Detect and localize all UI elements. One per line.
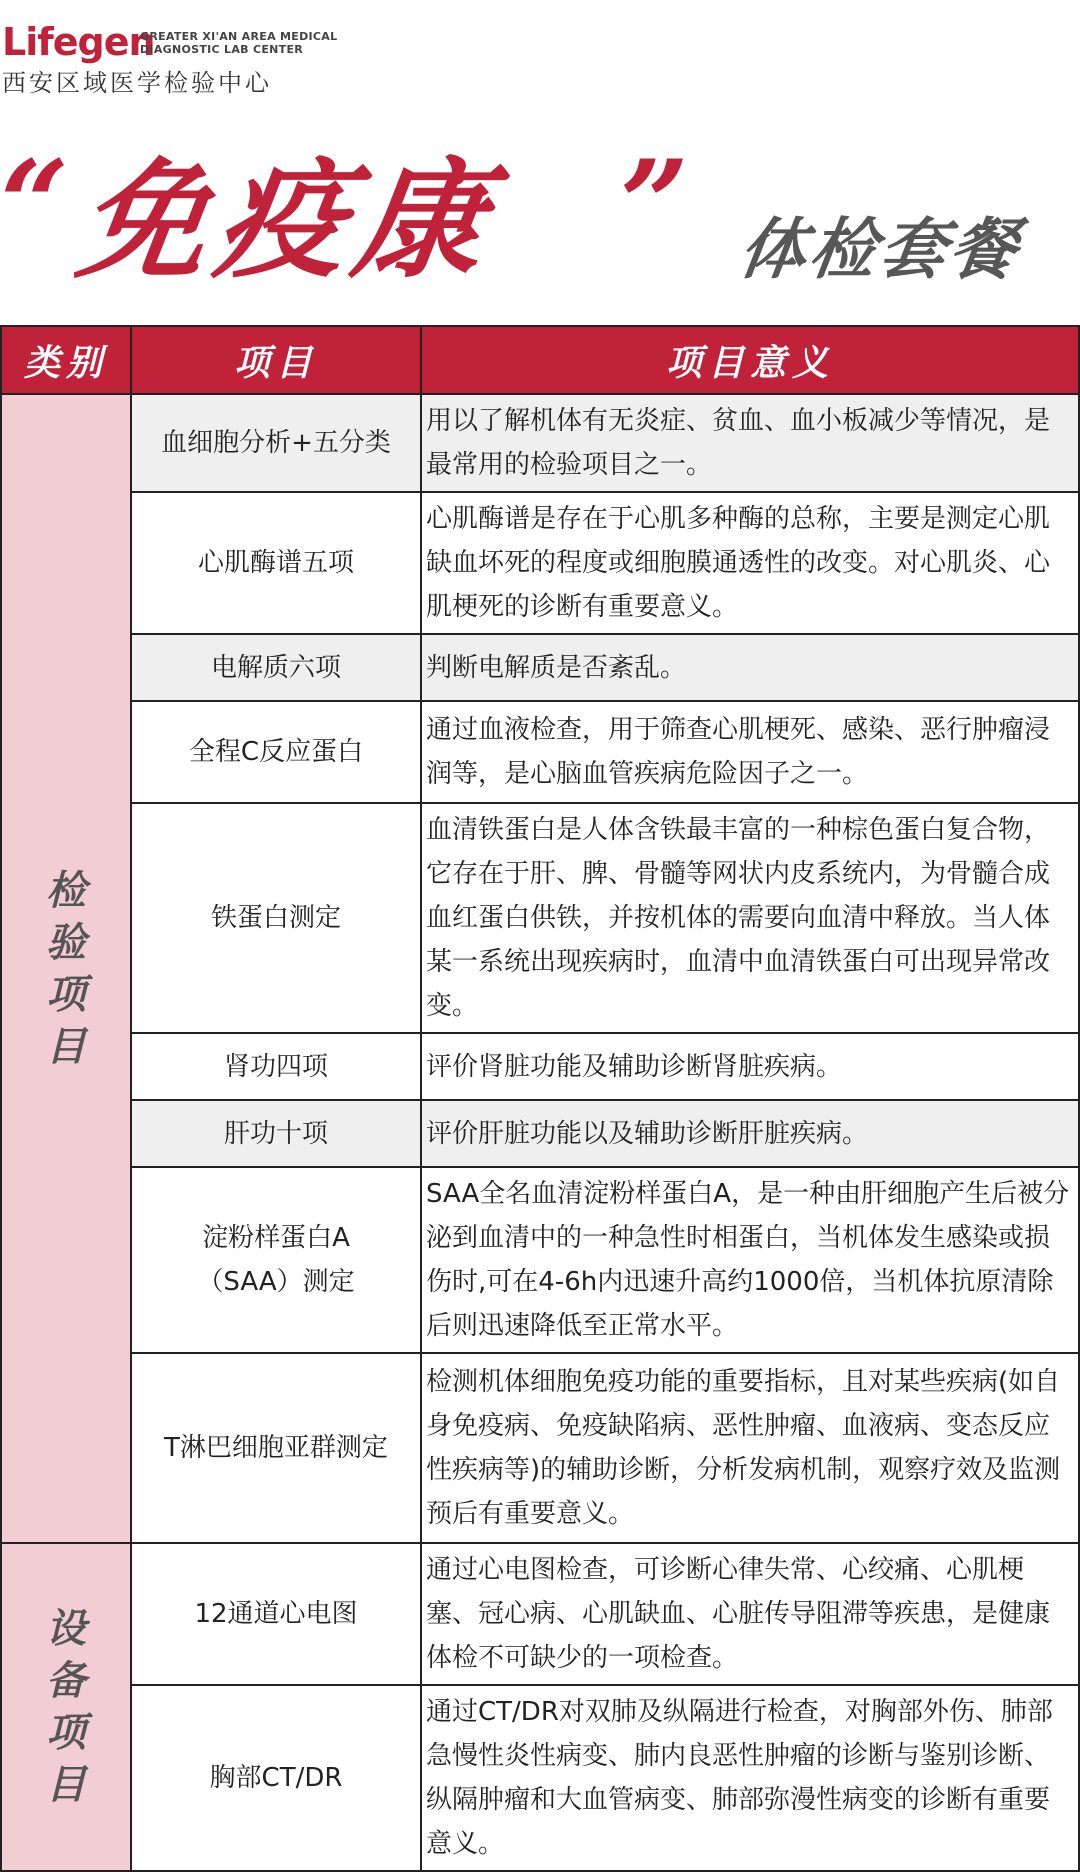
category-equipment-tests: 设 备 项 目 — [1, 1543, 131, 1871]
item-description: 通过血液检查，用于筛查心肌梗死、感染、恶行肿瘤浸润等，是心脑血管疾病危险因子之一。 — [421, 701, 1079, 803]
item-description: 心肌酶谱是存在于心肌多种酶的总称，主要是测定心肌缺血坏死的程度或细胞膜通透性的改变。对心肌炎、心肌梗死的诊断有重要意义。 — [421, 492, 1079, 634]
table-row — [1, 1685, 1079, 1871]
item-name: 肝功十项 — [131, 1100, 421, 1167]
item-description: 评价肾脏功能及辅助诊断肾脏疾病。 — [421, 1033, 1079, 1100]
logo-english-line-1: GREATER XI'AN AREA MEDICAL — [140, 30, 338, 43]
item-description: 血清铁蛋白是人体含铁最丰富的一种棕色蛋白复合物，它存在于肝、脾、骨髓等网状内皮系统内，为骨髓合成血红蛋白供铁，并按机体的需要向血清中释放。当人体某一系统出现疾病时，血清中血清铁蛋白可出现异常改变。 — [421, 803, 1079, 1033]
item-name: 心肌酶谱五项 — [131, 492, 421, 634]
table-row — [1, 634, 1079, 701]
table-row — [1, 1167, 1079, 1353]
hero-banner — [0, 134, 1080, 300]
item-description: 检测机体细胞免疫功能的重要指标，且对某些疾病(如自身免疫病、免疫缺陷病、恶性肿瘤、血液病、变态反应性疾病等)的辅助诊断，分析发病机制，观察疗效及监测预后有重要意义。 — [421, 1353, 1079, 1543]
item-description: 评价肝脏功能以及辅助诊断肝脏疾病。 — [421, 1100, 1079, 1167]
item-name: 铁蛋白测定 — [131, 803, 421, 1033]
item-description: 判断电解质是否紊乱。 — [421, 634, 1079, 701]
item-name: 肾功四项 — [131, 1033, 421, 1100]
checkup-table — [0, 325, 1080, 1872]
table-row — [1, 1543, 1079, 1685]
close-quote-mark: ” — [620, 134, 690, 275]
item-description: SAA全名血清淀粉样蛋白A，是一种由肝细胞产生后被分泌到血清中的一种急性时相蛋白，当机体发生感染或损伤时,可在4-6h内迅速升高约1000倍，当机体抗原清除后则迅速降低至正常水平。 — [421, 1167, 1079, 1353]
item-name: 全程C反应蛋白 — [131, 701, 421, 803]
item-name: 血细胞分析+五分类 — [131, 394, 421, 492]
item-description: 通过CT/DR对双肺及纵隔进行检查，对胸部外伤、肺部急慢性炎性病变、肺内良恶性肿瘤的诊断与鉴别诊断、纵隔肿瘤和大血管病变、肺部弥漫性病变的诊断有重要意义。 — [421, 1685, 1079, 1871]
item-name: 电解质六项 — [131, 634, 421, 701]
page-subtitle: 体检套餐 — [734, 211, 1026, 288]
item-description: 用以了解机体有无炎症、贫血、血小板减少等情况，是最常用的检验项目之一。 — [421, 394, 1079, 492]
logo-english-name — [140, 30, 337, 56]
table-row — [1, 1353, 1079, 1543]
item-name: T淋巴细胞亚群测定 — [131, 1353, 421, 1543]
logo — [2, 20, 342, 100]
table-row — [1, 492, 1079, 634]
logo-english-line-2: DIAGNOSTIC LAB CENTER — [140, 43, 304, 56]
logo-wordmark: Lifegen — [2, 20, 155, 64]
item-name: 淀粉样蛋白A （SAA）测定 — [131, 1167, 421, 1353]
header-item: 项目 — [131, 326, 421, 394]
logo-chinese-name: 西安区域医学检验中心 — [2, 69, 272, 97]
header-category: 类别 — [1, 326, 131, 394]
item-name: 胸部CT/DR — [131, 1685, 421, 1871]
table-row — [1, 803, 1079, 1033]
table-row — [1, 394, 1079, 492]
table-header-row — [1, 326, 1079, 394]
table-row — [1, 1033, 1079, 1100]
open-quote-mark: “ — [0, 134, 70, 275]
page-title: 免疫康 — [69, 147, 505, 296]
item-description: 通过心电图检查，可诊断心律失常、心绞痛、心肌梗塞、冠心病、心肌缺血、心脏传导阻滞等疾患，是健康体检不可缺少的一项检查。 — [421, 1543, 1079, 1685]
item-name: 12通道心电图 — [131, 1543, 421, 1685]
table-row — [1, 1100, 1079, 1167]
header-meaning: 项目意义 — [421, 326, 1079, 394]
table-row — [1, 701, 1079, 803]
category-lab-tests: 检 验 项 目 — [1, 394, 131, 1543]
